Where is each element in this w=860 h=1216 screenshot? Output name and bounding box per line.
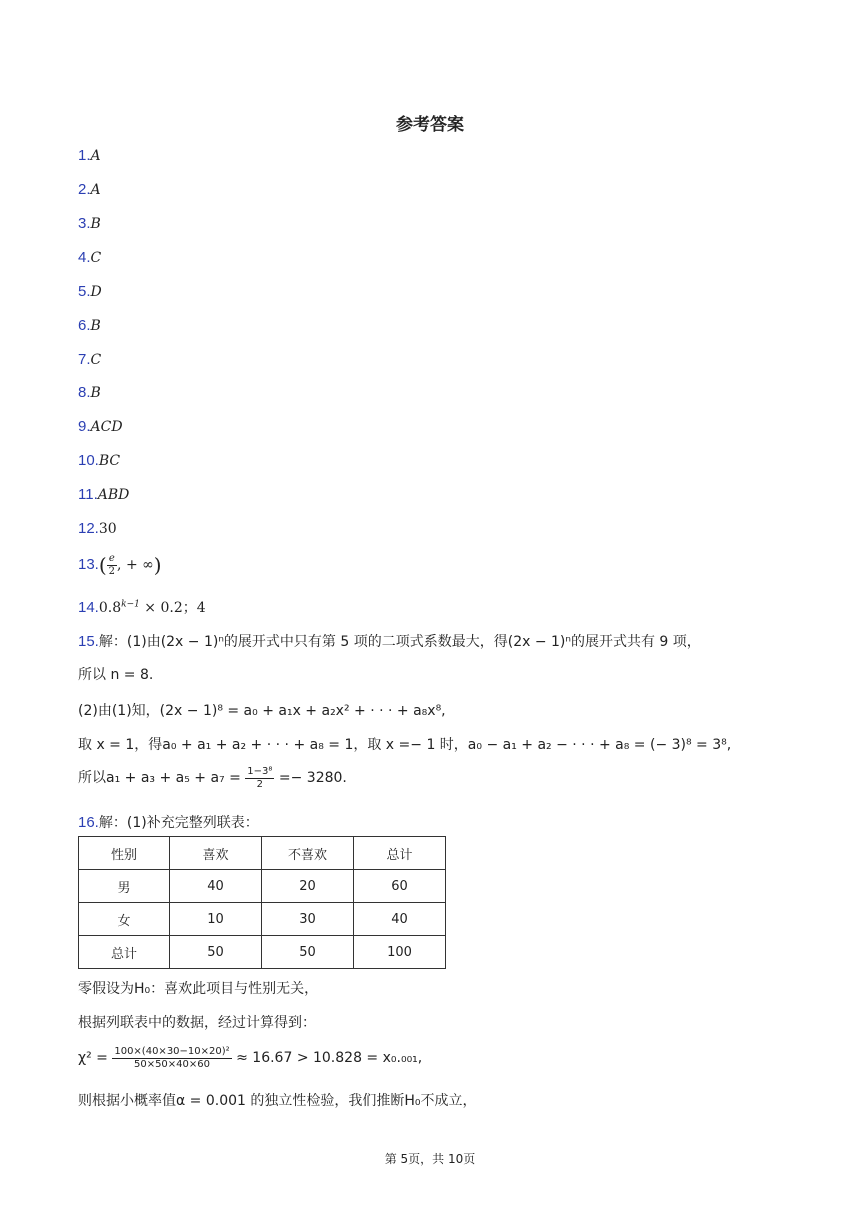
answer-value: BC (98, 453, 121, 469)
fraction: $\frac{e}{2}$ (108, 553, 116, 577)
page-title: 参考答案 (396, 115, 464, 135)
question-number: 9. (78, 418, 91, 435)
answer-9 (78, 418, 123, 435)
table-cell: 不喜欢 (262, 837, 354, 870)
table-cell: 50 (262, 936, 354, 969)
question-number: 14. (78, 599, 99, 616)
answer-15-line-5: 所以a₁ + a₃ + a₅ + a₇ = $\frac{\text{1−3⁸}}{2}$ =− 3280. (78, 766, 347, 790)
table-cell: 30 (262, 903, 354, 936)
answer-value: A (90, 182, 101, 198)
answer-7 (78, 351, 101, 368)
answer-6 (78, 317, 101, 334)
answer-5 (78, 283, 102, 300)
question-number: 5. (78, 283, 91, 300)
table-cell: 100 (354, 936, 446, 969)
question-number: 8. (78, 384, 91, 401)
table-cell: 10 (170, 903, 262, 936)
question-number: 11. (78, 486, 98, 503)
answer-value: C (90, 352, 102, 368)
null-hypothesis: 零假设为H₀：喜欢此项目与性别无关， (78, 981, 319, 997)
answer-value: A (90, 148, 101, 164)
contingency-table (78, 836, 446, 969)
conclusion: 则根据小概率值α = 0.001 的独立性检验，我们推断H₀不成立， (78, 1093, 477, 1109)
table-cell: 60 (354, 870, 446, 903)
answer-2 (78, 181, 101, 198)
question-number: 3. (78, 215, 91, 232)
question-number: 12. (78, 520, 99, 537)
answer-value: D (90, 284, 102, 300)
question-number: 13. (78, 556, 99, 573)
answer-value: ACD (90, 419, 123, 435)
table-cell: 40 (354, 903, 446, 936)
answer-15-line-1: 15.解：(1)由(2x − 1)ⁿ的展开式中只有第 5 项的二项式系数最大，得(2x − 1)ⁿ的展开式共有 9 项， (78, 633, 701, 650)
question-number: 4. (78, 249, 91, 266)
question-number: 2. (78, 181, 91, 198)
answer-14: $14.0.8^{k-1} \times 0.2$；4 (78, 599, 206, 616)
question-number: 7. (78, 351, 91, 368)
answer-16-intro: 16.解：(1)补充完整列联表： (78, 814, 259, 831)
page-footer: 第 5页，共 10页 (384, 1152, 476, 1166)
answer-value: B (90, 385, 101, 401)
table-cell: 喜欢 (170, 837, 262, 870)
question-number: 16. (78, 814, 99, 831)
table-cell: 男 (79, 870, 170, 903)
table-row (79, 936, 446, 969)
table-cell: 总计 (354, 837, 446, 870)
answer-15-line-4: 取 x = 1，得a₀ + a₁ + a₂ + · · · + a₈ = 1，取 x =− 1 时，a₀ − a₁ + a₂ − · · · + a₈ = (− 3)⁸ = 3⁸, (78, 737, 732, 753)
question-number: 15. (78, 633, 99, 650)
question-number: 6. (78, 317, 91, 334)
table-cell: 20 (262, 870, 354, 903)
answer-value: B (90, 216, 101, 232)
answer-15-line-2: 所以 n = 8. (78, 667, 154, 683)
answer-4 (78, 249, 101, 266)
answer-value: ABD (97, 487, 130, 503)
question-number: 1. (78, 147, 91, 164)
question-number: 10. (78, 452, 99, 469)
fraction: $\frac{\text{100×(40×30−10×20)²}}{50\times 50\times 40\times 60}$ (114, 1046, 230, 1070)
table-cell: 性别 (79, 837, 170, 870)
answer-15-line-3: (2)由(1)知，(2x − 1)⁸ = a₀ + a₁x + a₂x² + · · · + a₈x⁸, (78, 703, 446, 719)
table-cell: 50 (170, 936, 262, 969)
answer-3 (78, 215, 101, 232)
calculation-intro: 根据列联表中的数据，经过计算得到： (78, 1015, 316, 1031)
chi-square-formula: χ² = $\frac{\text{100×(40×30−10×20)²}}{50\times 50\times 40\times 60}$ ≈ 16.67 > 10.828 = x₀.₀₀₁, (78, 1046, 423, 1070)
answer-11 (78, 486, 129, 503)
answer-12 (78, 520, 117, 537)
table-row (79, 903, 446, 936)
answer-value: C (90, 250, 102, 266)
answer-value: B (90, 318, 101, 334)
answer-8 (78, 384, 101, 401)
table-cell: 40 (170, 870, 262, 903)
answer-1 (78, 147, 101, 164)
table-cell: 总计 (79, 936, 170, 969)
answer-10 (78, 452, 120, 469)
table-cell: 女 (79, 903, 170, 936)
answer-value: 30 (98, 521, 117, 537)
table-header-row (79, 837, 446, 870)
answer-13: 13.( $\frac{e}{2}$ , + ∞) (78, 553, 162, 577)
table-row (79, 870, 446, 903)
fraction: $\frac{\text{1−3⁸}}{2}$ (247, 766, 273, 790)
